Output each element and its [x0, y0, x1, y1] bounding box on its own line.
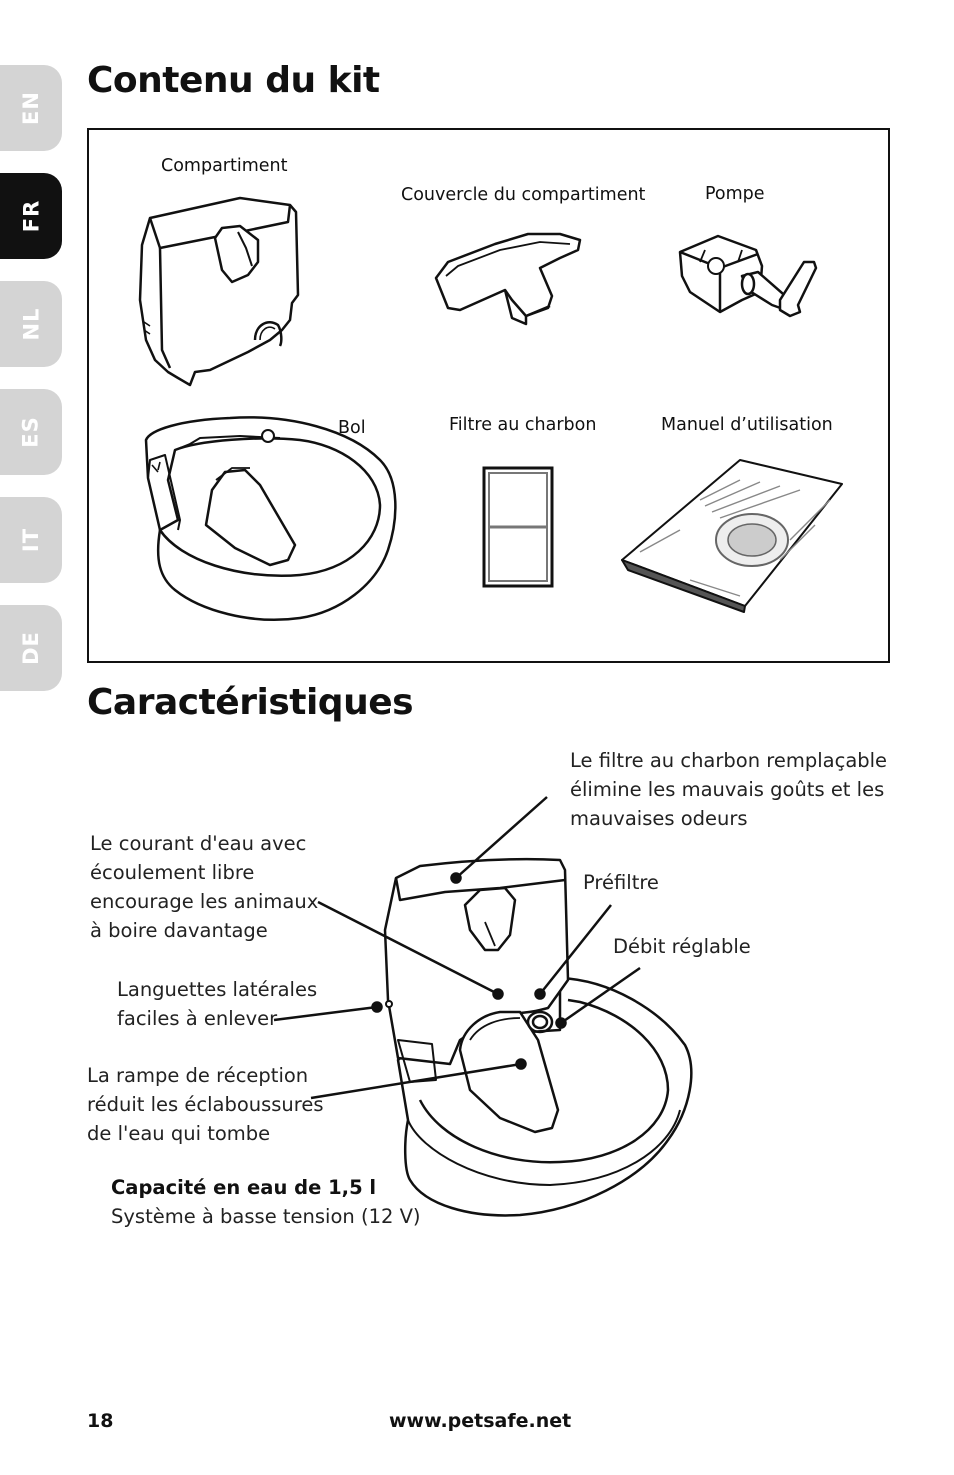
callout-ramp-line: de l'eau qui tombe — [87, 1122, 271, 1145]
label-bol: Bol — [338, 418, 366, 438]
page-number: 18 — [87, 1410, 114, 1432]
label-manuel: Manuel d’utilisation — [661, 415, 833, 435]
tab-label: NL — [19, 307, 43, 341]
callout-ramp-line: réduit les éclaboussures — [87, 1093, 324, 1116]
label-pompe: Pompe — [705, 184, 765, 204]
label-compartiment: Compartiment — [161, 156, 288, 176]
tab-label: DE — [19, 631, 43, 665]
capacity-text: Capacité en eau de 1,5 l — [111, 1176, 377, 1199]
tab-label: ES — [18, 416, 43, 448]
label-filtre: Filtre au charbon — [449, 415, 597, 435]
features-title: Caractéristiques — [87, 682, 414, 723]
tab-label: FR — [18, 199, 43, 233]
callout-stream-line: encourage les animaux — [90, 890, 319, 913]
website-url[interactable]: www.petsafe.net — [389, 1410, 572, 1432]
callout-filter-line: Le filtre au charbon remplaçable — [570, 749, 888, 772]
callout-stream-line: Le courant d'eau avec — [90, 832, 307, 855]
callout-filter-line: élimine les mauvais goûts et les — [570, 778, 885, 801]
callout-ramp-line: La rampe de réception — [87, 1064, 309, 1087]
label-couvercle: Couvercle du compartiment — [401, 185, 646, 205]
callout-stream-line: écoulement libre — [90, 861, 255, 884]
callout-stream-line: à boire davantage — [90, 919, 268, 942]
callout-prefilter-line: Préfiltre — [583, 871, 659, 894]
tab-label: EN — [18, 91, 43, 125]
voltage-text: Système à basse tension (12 V) — [111, 1205, 421, 1228]
tab-label: IT — [18, 527, 43, 553]
callout-tabs-line: Languettes latérales — [117, 978, 318, 1001]
callout-tabs-line: faciles à enlever — [117, 1007, 278, 1030]
kit-title: Contenu du kit — [87, 60, 380, 101]
callout-filter-line: mauvaises odeurs — [570, 807, 748, 830]
callout-flow-line: Débit réglable — [613, 935, 751, 958]
